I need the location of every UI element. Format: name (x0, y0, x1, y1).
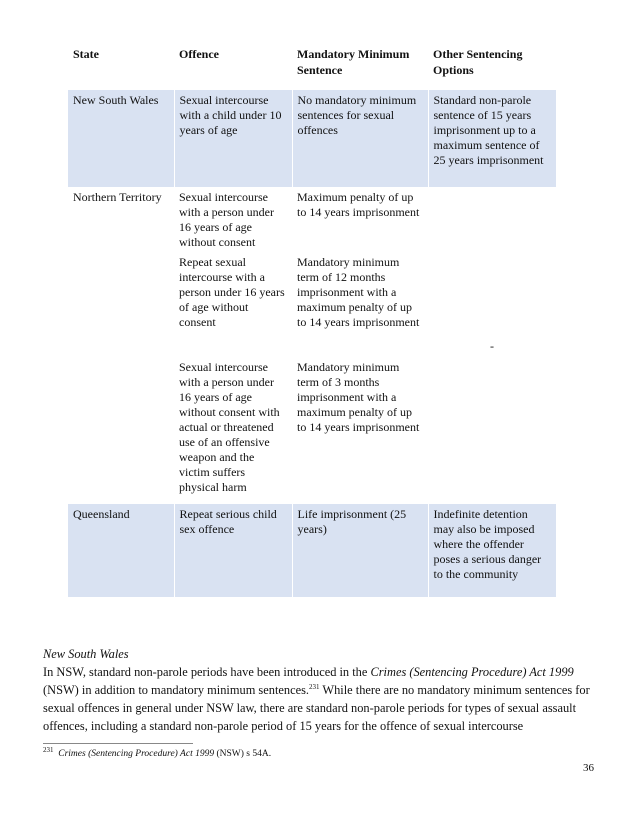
paragraph-part: (NSW) in addition to mandatory minimum sentences. (43, 683, 310, 697)
table-row-nsw (68, 90, 556, 187)
table-header-row (68, 34, 556, 90)
sentencing-table (68, 34, 556, 597)
header-mandatory: Mandatory Minimum Sentence (297, 47, 410, 77)
cell-offence: Sexual intercourse with a person under 16 years of age without consent (179, 190, 274, 249)
dash: - (490, 338, 494, 353)
cell-offence: Repeat sexual intercourse with a person under 16 years of age without consent (179, 255, 285, 329)
footnote-rest: (NSW) s 54A. (214, 749, 272, 759)
header-offence: Offence (179, 47, 219, 61)
cell-mandatory: No mandatory minimum sentences for sexual offences (292, 90, 428, 187)
cell-other (428, 187, 556, 504)
paragraph-part: In NSW, standard non-parole periods have been introduced in the (43, 665, 371, 679)
cell-state: Queensland (68, 504, 174, 597)
footnote-ref: 231 (309, 682, 320, 691)
footnote-divider (43, 743, 193, 744)
cell-offence: Sexual intercourse with a child under 10 years of age (174, 90, 292, 187)
footnote (43, 745, 272, 760)
cell-other: Indefinite detention may also be imposed where the offender poses a serious danger to the community (428, 504, 556, 597)
cell-other: Standard non-parole sentence of 15 years imprisonment up to a maximum sentence of 25 years imprisonment (428, 90, 556, 187)
cell-mandatory: Maximum penalty of up to 14 years imprisonment (297, 190, 420, 219)
footnote-number: 231 (43, 745, 54, 754)
cell-offence: Repeat serious child sex offence (174, 504, 292, 597)
cell-mandatory: Life imprisonment (25 years) (292, 504, 428, 597)
page-number: 36 (583, 762, 594, 774)
cell-mandatory: Mandatory minimum term of 3 months imprisonment with a maximum penalty of up to 14 years imprisonment (297, 360, 420, 434)
footnote-act-title: Crimes (Sentencing Procedure) Act 1999 (58, 749, 215, 759)
cell-state: Northern Territory (73, 190, 162, 204)
cell-mandatory: Mandatory minimum term of 12 months imprisonment with a maximum penalty of up to 14 years imprisonment (297, 255, 420, 329)
paragraph-part: While there are no mandatory minimum sentences for sexual offences in general under NSW law, there are standard non-parole periods for types of sexual assault offences, including a standard non-parole period of 15 years for the offence of sexual intercourse (43, 683, 590, 733)
cell-state: New South Wales (68, 90, 174, 187)
body-text (43, 645, 597, 735)
cell-offence: Sexual intercourse with a person under 16 years of age without consent with actual or threatened use of an offensive weapon and the victim suffers physical harm (179, 360, 280, 494)
table-row-qld (68, 504, 556, 597)
act-title: Crimes (Sentencing Procedure) Act 1999 (370, 665, 574, 679)
table-row-nt-1 (68, 187, 556, 252)
header-state: State (73, 47, 99, 61)
header-other: Other Sentencing Options (433, 47, 523, 77)
section-heading: New South Wales (43, 647, 129, 661)
paragraph (43, 663, 597, 735)
